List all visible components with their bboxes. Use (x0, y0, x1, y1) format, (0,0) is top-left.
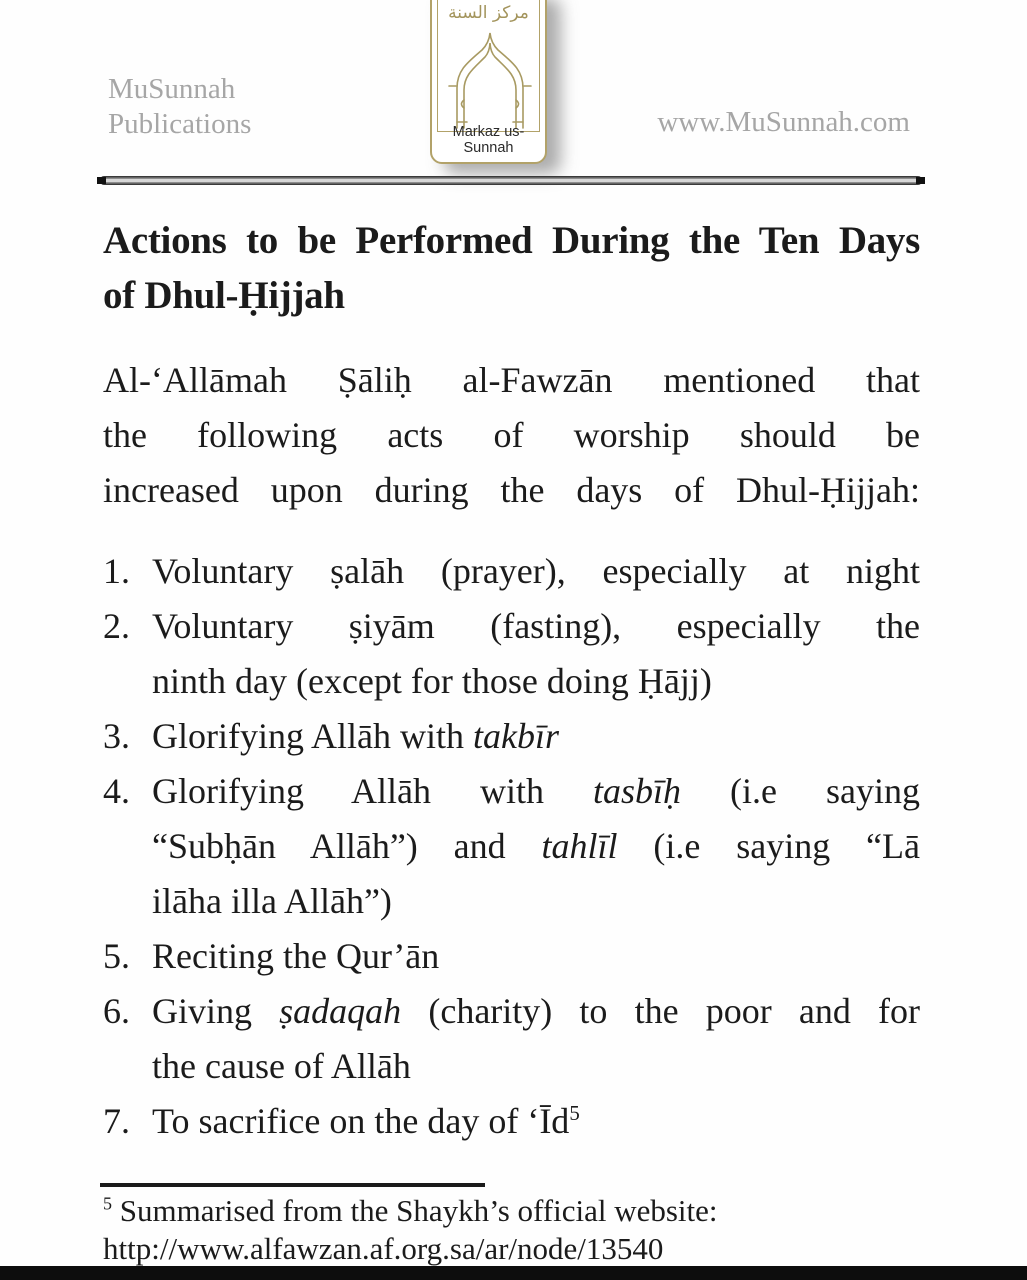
text-line (103, 463, 920, 518)
text-run: Actions to be Performed During the Ten Days (103, 219, 920, 262)
text-line (152, 709, 920, 764)
list-item-text (152, 709, 920, 764)
text-line (152, 929, 920, 984)
markaz-us-sunnah-logo (430, 0, 547, 164)
list-item-number: 2. (103, 606, 130, 646)
list-item (103, 1094, 920, 1149)
footnote (103, 1192, 920, 1268)
publisher-line-1: MuSunnah (108, 73, 236, 105)
italic-term: tasbīḥ (593, 771, 682, 811)
text-line (103, 353, 920, 408)
action-list (103, 544, 920, 1149)
text-run: increased upon during the days of Dhul-Ḥijjah: (103, 470, 920, 510)
text-line (152, 1094, 920, 1149)
text-run: Giving (152, 991, 280, 1031)
list-item (103, 599, 920, 709)
header-divider (100, 176, 922, 185)
text-run: of Dhul-Ḥijjah (103, 274, 345, 317)
list-item-number: 7. (103, 1101, 130, 1141)
text-run: Glorifying Allāh with (152, 771, 593, 811)
italic-term: ṣadaqah (279, 991, 402, 1031)
text-run: Reciting the Qur’ān (152, 936, 440, 976)
website-url: www.MuSunnah.com (657, 106, 910, 138)
text-line (103, 268, 920, 323)
publisher-line-2: Publications (108, 108, 252, 140)
text-run: (charity) to the poor and for (401, 991, 920, 1031)
logo-arabic-text: مركز السنة (448, 3, 529, 23)
text-line (152, 544, 920, 599)
superscript: 5 (569, 1101, 580, 1125)
text-run: (i.e saying (681, 771, 920, 811)
text-line (152, 1039, 920, 1094)
list-item-number: 6. (103, 991, 130, 1031)
list-item-text (152, 1094, 920, 1149)
arch-icon (440, 28, 540, 130)
italic-term: takbīr (472, 716, 559, 756)
text-line (152, 819, 920, 874)
article-title (103, 213, 920, 323)
bottom-scan-bar (0, 1266, 1027, 1280)
text-run: (i.e saying “Lā (617, 826, 920, 866)
list-item-text (152, 929, 920, 984)
text-line (103, 1230, 920, 1268)
text-line (152, 599, 920, 654)
list-item-text (152, 599, 920, 709)
footnote-divider (100, 1183, 485, 1187)
text-run: To sacrifice on the day of ‘Īd (152, 1101, 570, 1141)
text-run: http://www.alfawzan.af.org.sa/ar/node/13540 (103, 1231, 664, 1266)
list-item (103, 929, 920, 984)
list-item-text (152, 984, 920, 1094)
italic-term: tahlīl (541, 826, 618, 866)
article (103, 213, 920, 1149)
text-run: Voluntary ṣalāh (prayer), especially at night (152, 551, 920, 591)
list-item-text (152, 544, 920, 599)
text-run: the following acts of worship should be (103, 415, 920, 455)
text-line (152, 874, 920, 929)
superscript: 5 (103, 1193, 112, 1214)
list-item (103, 544, 920, 599)
text-line (152, 984, 920, 1039)
list-item (103, 764, 920, 929)
list-item (103, 709, 920, 764)
text-run: Summarised from the Shaykh’s official website: (111, 1193, 718, 1228)
list-item-number: 1. (103, 551, 130, 591)
list-item-number: 4. (103, 771, 130, 811)
text-run: the cause of Allāh (152, 1046, 411, 1086)
list-item-number: 3. (103, 716, 130, 756)
intro-paragraph (103, 353, 920, 518)
text-run: Voluntary ṣiyām (fasting), especially the (152, 606, 920, 646)
list-item-number: 5. (103, 936, 130, 976)
text-run: “Subḥān Allāh”) and (152, 826, 542, 866)
text-line (103, 1192, 920, 1230)
text-run: ninth day (except for those doing Ḥājj) (152, 661, 712, 701)
text-line (103, 213, 920, 268)
text-line (152, 764, 920, 819)
list-item-text (152, 764, 920, 929)
list-item (103, 984, 920, 1094)
text-line (103, 408, 920, 463)
text-line (152, 654, 920, 709)
publisher-name (108, 72, 251, 142)
text-run: Al-‘Allāmah Ṣāliḥ al-Fawzān mentioned that (103, 360, 920, 400)
text-run: ilāha illa Allāh”) (152, 881, 392, 921)
logo-caption: Markaz us-Sunnah (452, 124, 525, 156)
text-run: Glorifying Allāh with (152, 716, 473, 756)
